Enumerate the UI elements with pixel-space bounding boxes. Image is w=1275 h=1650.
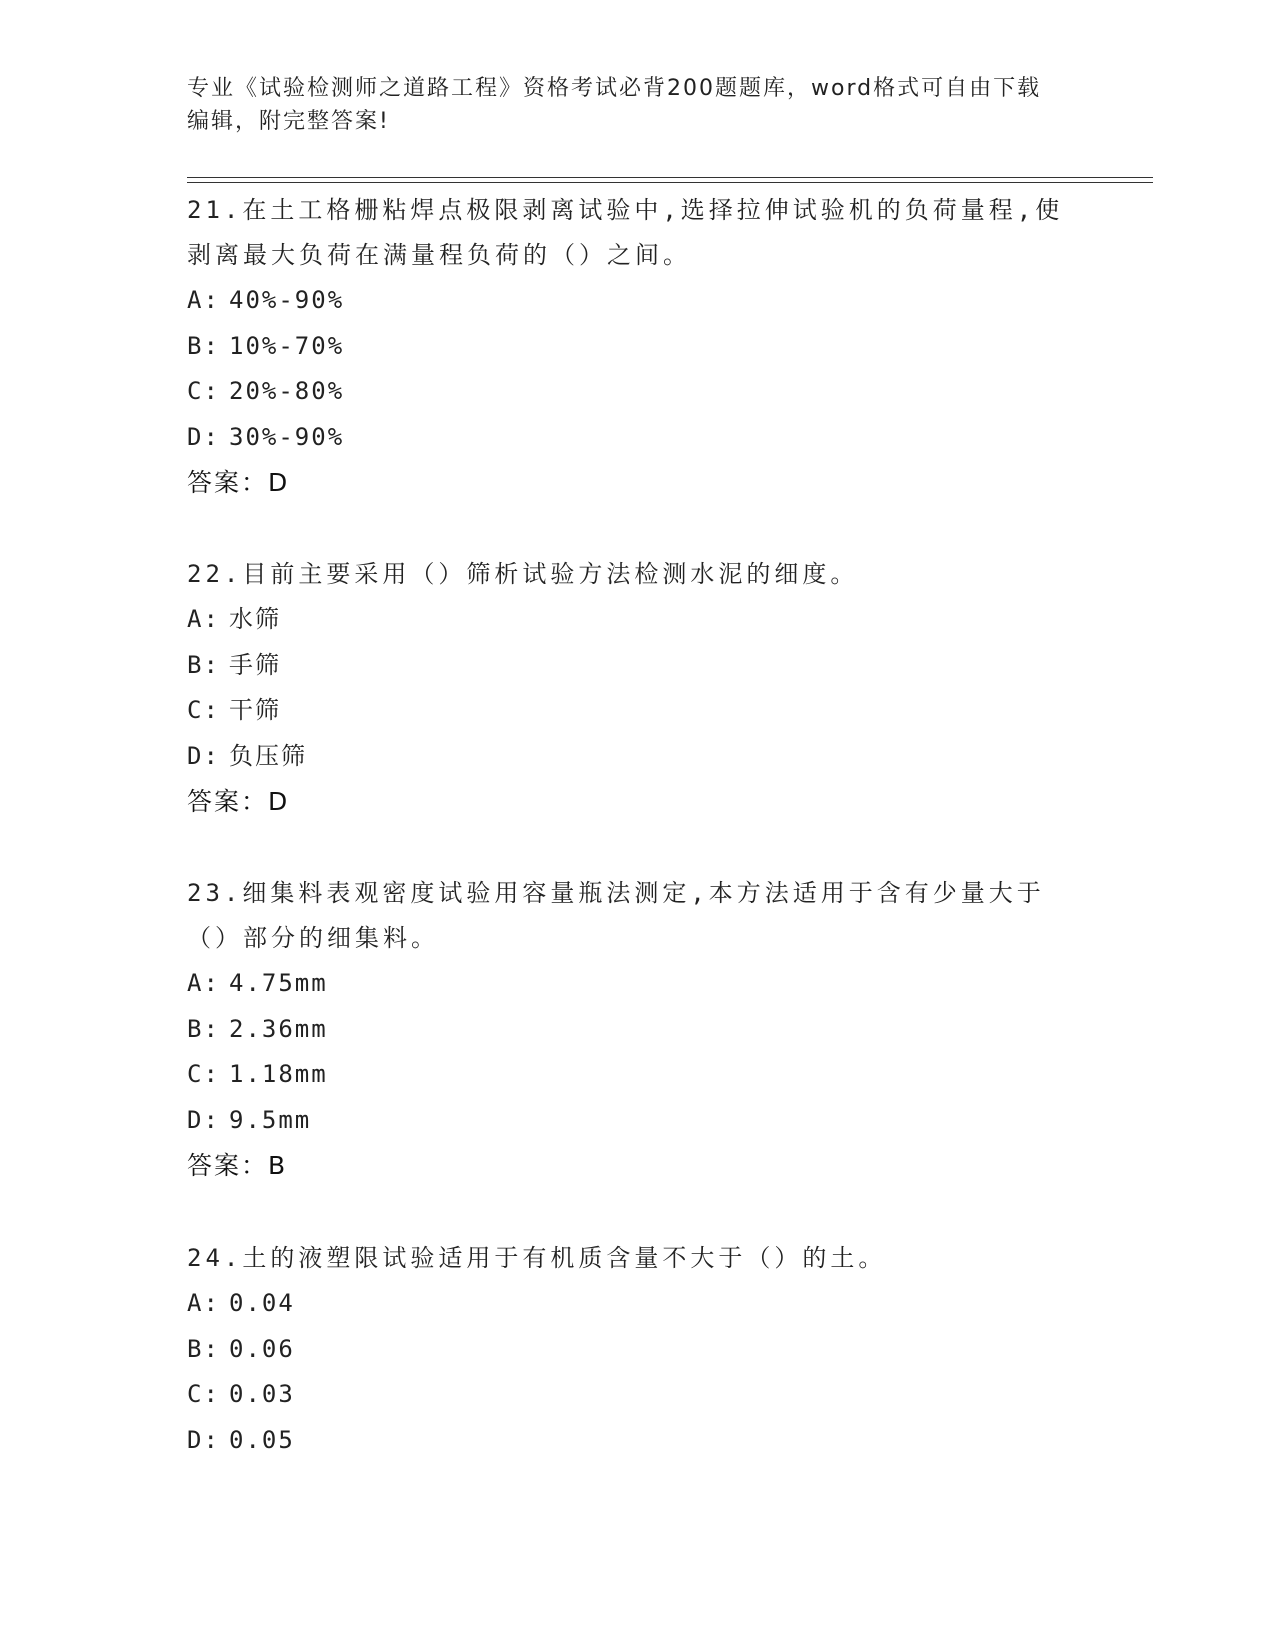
option-key: C: <box>187 1380 220 1409</box>
option-text: 1.18mm <box>229 1060 328 1089</box>
option-key: D: <box>187 422 220 451</box>
option-a <box>187 597 1087 643</box>
document-header <box>187 72 1087 138</box>
option-c <box>187 1372 1087 1418</box>
option-text: 负压筛 <box>229 741 307 770</box>
option-key: B: <box>187 1334 220 1363</box>
header-divider-bottom <box>187 182 1153 183</box>
option-c <box>187 1052 1087 1098</box>
question-24 <box>187 1236 1087 1463</box>
option-a <box>187 961 1087 1007</box>
option-key: D: <box>187 741 220 770</box>
option-text: 0.03 <box>229 1380 295 1409</box>
question-stem: 24.土的液塑限试验适用于有机质含量不大于（）的土。 <box>187 1244 887 1272</box>
option-text: 干筛 <box>229 696 281 725</box>
header-line-1: 专业《试验检测师之道路工程》资格考试必背200题题库，word格式可自由下载 <box>187 76 1042 101</box>
option-text: 4.75mm <box>229 969 328 997</box>
question-stem: 23.细集料表观密度试验用容量瓶法测定,本方法适用于含有少量大于（）部分的细集料。 <box>187 879 1045 952</box>
answer-line: 答案：D <box>187 787 290 817</box>
option-text: 30%-90% <box>229 422 345 451</box>
option-a <box>187 1281 1087 1327</box>
option-b <box>187 643 1087 689</box>
header-divider-top <box>187 177 1153 178</box>
option-key: B: <box>187 650 220 679</box>
option-text: 2.36mm <box>229 1014 328 1043</box>
option-d <box>187 734 1087 780</box>
option-key: A: <box>187 286 220 314</box>
option-text: 0.06 <box>229 1334 295 1363</box>
option-d <box>187 1418 1087 1464</box>
option-b <box>187 1327 1087 1373</box>
option-key: B: <box>187 1014 220 1043</box>
option-text: 20%-80% <box>229 377 345 406</box>
answer-line: 答案：B <box>187 1151 288 1181</box>
option-key: D: <box>187 1425 220 1454</box>
answer-line: 答案：D <box>187 468 290 498</box>
option-key: C: <box>187 377 220 406</box>
option-d <box>187 415 1087 461</box>
question-23 <box>187 871 1087 1188</box>
option-text: 10%-70% <box>229 331 345 360</box>
option-text: 0.05 <box>229 1425 295 1454</box>
option-key: C: <box>187 1060 220 1089</box>
option-b <box>187 324 1087 370</box>
question-stem: 22.目前主要采用（）筛析试验方法检测水泥的细度。 <box>187 560 859 588</box>
option-a <box>187 278 1087 324</box>
option-text: 0.04 <box>229 1289 295 1317</box>
option-d <box>187 1098 1087 1144</box>
option-key: D: <box>187 1105 220 1134</box>
option-key: A: <box>187 1289 220 1317</box>
option-c <box>187 369 1087 415</box>
question-21 <box>187 188 1087 505</box>
option-c <box>187 688 1087 734</box>
option-text: 9.5mm <box>229 1105 312 1134</box>
option-key: B: <box>187 331 220 360</box>
option-text: 水筛 <box>229 605 281 633</box>
option-key: A: <box>187 969 220 997</box>
question-22 <box>187 552 1087 824</box>
header-line-2: 编辑，附完整答案! <box>187 109 390 134</box>
option-key: C: <box>187 696 220 725</box>
option-text: 40%-90% <box>229 286 345 314</box>
option-key: A: <box>187 605 220 633</box>
question-stem: 21.在土工格栅粘焊点极限剥离试验中,选择拉伸试验机的负荷量程,使剥离最大负荷在满量程负荷的（）之间。 <box>187 196 1064 269</box>
option-b <box>187 1007 1087 1053</box>
option-text: 手筛 <box>229 650 281 679</box>
